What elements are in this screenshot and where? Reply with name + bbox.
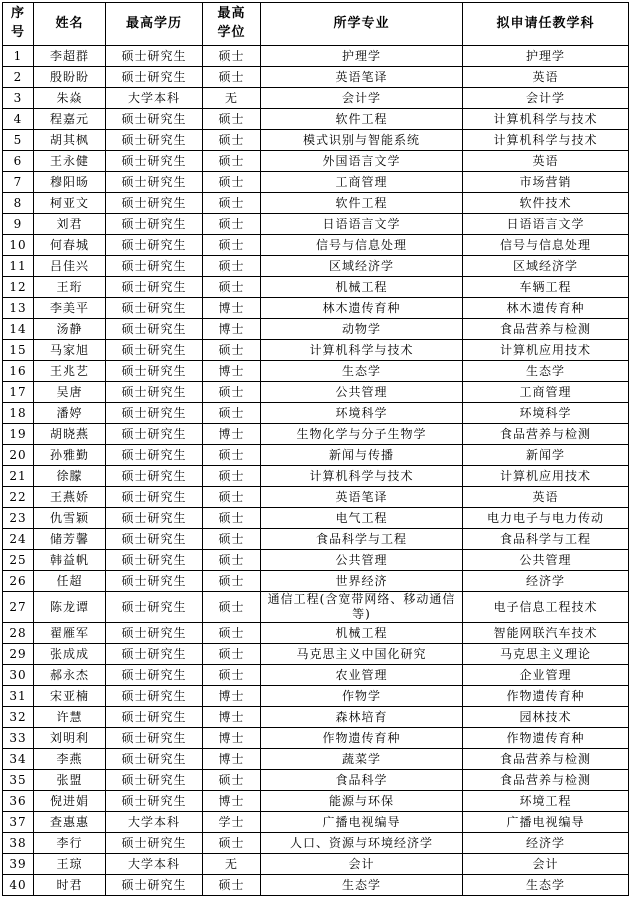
cell-index: 36: [3, 791, 34, 812]
cell-index: 28: [3, 623, 34, 644]
cell-major_studied: 计算机科学与技术: [261, 340, 463, 361]
table-row: [3, 665, 629, 686]
cell-highest_education: 硕士研究生: [106, 686, 203, 707]
header-cell-name: [34, 3, 106, 46]
cell-highest_education: 硕士研究生: [106, 256, 203, 277]
cell-major_studied: 生态学: [261, 875, 463, 896]
cell-subject_applied: 马克思主义理论: [463, 644, 629, 665]
cell-highest_degree: 硕士: [203, 508, 261, 529]
cell-name: 时君: [34, 875, 106, 896]
cell-major_studied: 世界经济: [261, 571, 463, 592]
table-row: [3, 130, 629, 151]
cell-index: 14: [3, 319, 34, 340]
cell-subject_applied: 会计: [463, 854, 629, 875]
cell-highest_degree: 硕士: [203, 875, 261, 896]
cell-subject_applied: 食品营养与检测: [463, 749, 629, 770]
table-row: [3, 854, 629, 875]
cell-index: 25: [3, 550, 34, 571]
table-row: [3, 361, 629, 382]
header-cell-index: [3, 3, 34, 46]
cell-name: 吕佳兴: [34, 256, 106, 277]
header-label: 最高学位: [217, 6, 246, 40]
cell-major_studied: 生物化学与分子生物学: [261, 424, 463, 445]
cell-name: 王燕娇: [34, 487, 106, 508]
cell-highest_degree: 博士: [203, 728, 261, 749]
cell-highest_degree: 硕士: [203, 130, 261, 151]
cell-highest_education: 硕士研究生: [106, 214, 203, 235]
cell-index: 16: [3, 361, 34, 382]
cell-subject_applied: 作物遗传育种: [463, 728, 629, 749]
table-row: [3, 686, 629, 707]
cell-index: 3: [3, 88, 34, 109]
table-row: [3, 833, 629, 854]
cell-major_studied: 电气工程: [261, 508, 463, 529]
cell-major_studied: 广播电视编导: [261, 812, 463, 833]
cell-highest_education: 硕士研究生: [106, 833, 203, 854]
cell-name: 倪进娟: [34, 791, 106, 812]
cell-highest_degree: 博士: [203, 707, 261, 728]
cell-subject_applied: 经济学: [463, 571, 629, 592]
cell-name: 马家旭: [34, 340, 106, 361]
cell-highest_degree: 博士: [203, 749, 261, 770]
cell-highest_degree: 硕士: [203, 256, 261, 277]
cell-highest_education: 硕士研究生: [106, 875, 203, 896]
cell-major_studied: 新闻与传播: [261, 445, 463, 466]
cell-highest_degree: 博士: [203, 319, 261, 340]
cell-major_studied: 英语笔译: [261, 487, 463, 508]
cell-name: 李燕: [34, 749, 106, 770]
cell-name: 殷盼盼: [34, 67, 106, 88]
cell-subject_applied: 软件技术: [463, 193, 629, 214]
cell-index: 12: [3, 277, 34, 298]
cell-name: 郝永杰: [34, 665, 106, 686]
table-row: [3, 382, 629, 403]
cell-highest_degree: 硕士: [203, 67, 261, 88]
cell-major_studied: 会计: [261, 854, 463, 875]
table-row: [3, 812, 629, 833]
cell-name: 李行: [34, 833, 106, 854]
cell-subject_applied: 车辆工程: [463, 277, 629, 298]
cell-highest_education: 硕士研究生: [106, 130, 203, 151]
cell-highest_degree: 硕士: [203, 833, 261, 854]
cell-major_studied: 林木遗传育种: [261, 298, 463, 319]
cell-subject_applied: 公共管理: [463, 550, 629, 571]
cell-highest_education: 大学本科: [106, 812, 203, 833]
cell-highest_education: 硕士研究生: [106, 424, 203, 445]
cell-subject_applied: 英语: [463, 67, 629, 88]
cell-index: 20: [3, 445, 34, 466]
cell-index: 8: [3, 193, 34, 214]
table-row: [3, 749, 629, 770]
cell-highest_degree: 无: [203, 88, 261, 109]
cell-major_studied: 信号与信息处理: [261, 235, 463, 256]
cell-highest_degree: 博士: [203, 424, 261, 445]
cell-major_studied: 机械工程: [261, 623, 463, 644]
cell-highest_education: 硕士研究生: [106, 445, 203, 466]
cell-index: 10: [3, 235, 34, 256]
table-row: [3, 319, 629, 340]
cell-index: 39: [3, 854, 34, 875]
cell-index: 34: [3, 749, 34, 770]
cell-index: 29: [3, 644, 34, 665]
table-row: [3, 88, 629, 109]
cell-major_studied: 森林培育: [261, 707, 463, 728]
cell-name: 查惠惠: [34, 812, 106, 833]
cell-highest_degree: 硕士: [203, 770, 261, 791]
cell-name: 仇雪颖: [34, 508, 106, 529]
cell-subject_applied: 生态学: [463, 361, 629, 382]
cell-major_studied: 模式识别与智能系统: [261, 130, 463, 151]
cell-highest_education: 硕士研究生: [106, 571, 203, 592]
applicant-roster-table: [2, 2, 629, 896]
table-row: [3, 67, 629, 88]
cell-highest_education: 硕士研究生: [106, 508, 203, 529]
cell-name: 李超群: [34, 46, 106, 67]
table-row: [3, 770, 629, 791]
cell-subject_applied: 信号与信息处理: [463, 235, 629, 256]
cell-index: 38: [3, 833, 34, 854]
cell-highest_degree: 硕士: [203, 529, 261, 550]
cell-index: 22: [3, 487, 34, 508]
cell-major_studied: 会计学: [261, 88, 463, 109]
cell-subject_applied: 经济学: [463, 833, 629, 854]
cell-highest_education: 硕士研究生: [106, 550, 203, 571]
table-row: [3, 214, 629, 235]
table-row: [3, 46, 629, 67]
table-row: [3, 403, 629, 424]
cell-index: 2: [3, 67, 34, 88]
cell-highest_education: 硕士研究生: [106, 665, 203, 686]
cell-major_studied: 计算机科学与技术: [261, 466, 463, 487]
cell-index: 13: [3, 298, 34, 319]
cell-highest_degree: 硕士: [203, 445, 261, 466]
cell-major_studied: 公共管理: [261, 550, 463, 571]
cell-highest_education: 硕士研究生: [106, 277, 203, 298]
cell-subject_applied: 食品营养与检测: [463, 319, 629, 340]
cell-index: 27: [3, 592, 34, 623]
cell-highest_degree: 硕士: [203, 382, 261, 403]
cell-subject_applied: 英语: [463, 487, 629, 508]
table-row: [3, 571, 629, 592]
cell-major_studied: 动物学: [261, 319, 463, 340]
cell-highest_degree: 博士: [203, 298, 261, 319]
cell-name: 胡其枫: [34, 130, 106, 151]
cell-highest_education: 硕士研究生: [106, 791, 203, 812]
cell-highest_education: 硕士研究生: [106, 340, 203, 361]
cell-highest_education: 大学本科: [106, 854, 203, 875]
cell-highest_education: 硕士研究生: [106, 319, 203, 340]
cell-name: 李美平: [34, 298, 106, 319]
cell-highest_degree: 硕士: [203, 214, 261, 235]
cell-highest_education: 硕士研究生: [106, 623, 203, 644]
table-row: [3, 791, 629, 812]
cell-name: 张成成: [34, 644, 106, 665]
cell-index: 23: [3, 508, 34, 529]
cell-highest_education: 硕士研究生: [106, 529, 203, 550]
table-row: [3, 172, 629, 193]
cell-major_studied: 外国语言文学: [261, 151, 463, 172]
cell-highest_education: 硕士研究生: [106, 235, 203, 256]
header-cell-major_studied: [261, 3, 463, 46]
cell-subject_applied: 生态学: [463, 875, 629, 896]
cell-highest_education: 硕士研究生: [106, 749, 203, 770]
table-row: [3, 256, 629, 277]
cell-subject_applied: 环境科学: [463, 403, 629, 424]
cell-subject_applied: 计算机应用技术: [463, 340, 629, 361]
table-row: [3, 728, 629, 749]
table-row: [3, 592, 629, 623]
cell-name: 程嘉元: [34, 109, 106, 130]
cell-index: 17: [3, 382, 34, 403]
cell-subject_applied: 电子信息工程技术: [463, 592, 629, 623]
cell-highest_degree: 博士: [203, 791, 261, 812]
cell-highest_degree: 硕士: [203, 109, 261, 130]
cell-highest_education: 硕士研究生: [106, 403, 203, 424]
cell-name: 孙雅勤: [34, 445, 106, 466]
cell-highest_degree: 硕士: [203, 172, 261, 193]
cell-subject_applied: 英语: [463, 151, 629, 172]
cell-subject_applied: 计算机科学与技术: [463, 130, 629, 151]
cell-major_studied: 工商管理: [261, 172, 463, 193]
cell-name: 朱焱: [34, 88, 106, 109]
cell-name: 刘君: [34, 214, 106, 235]
cell-index: 7: [3, 172, 34, 193]
cell-highest_degree: 学士: [203, 812, 261, 833]
cell-subject_applied: 环境工程: [463, 791, 629, 812]
cell-major_studied: 能源与环保: [261, 791, 463, 812]
cell-subject_applied: 园林技术: [463, 707, 629, 728]
cell-name: 汤静: [34, 319, 106, 340]
cell-index: 26: [3, 571, 34, 592]
cell-highest_degree: 硕士: [203, 466, 261, 487]
cell-major_studied: 日语语言文学: [261, 214, 463, 235]
cell-index: 37: [3, 812, 34, 833]
cell-highest_degree: 硕士: [203, 340, 261, 361]
cell-subject_applied: 智能网联汽车技术: [463, 623, 629, 644]
cell-highest_degree: 无: [203, 854, 261, 875]
cell-highest_degree: 硕士: [203, 665, 261, 686]
cell-index: 33: [3, 728, 34, 749]
cell-name: 穆阳旸: [34, 172, 106, 193]
cell-name: 王琼: [34, 854, 106, 875]
cell-index: 24: [3, 529, 34, 550]
cell-subject_applied: 会计学: [463, 88, 629, 109]
table-row: [3, 623, 629, 644]
cell-highest_degree: 硕士: [203, 235, 261, 256]
table-row: [3, 529, 629, 550]
cell-index: 6: [3, 151, 34, 172]
cell-highest_education: 硕士研究生: [106, 382, 203, 403]
cell-major_studied: 生态学: [261, 361, 463, 382]
cell-name: 王兆艺: [34, 361, 106, 382]
cell-major_studied: 公共管理: [261, 382, 463, 403]
cell-major_studied: 马克思主义中国化研究: [261, 644, 463, 665]
table-row: [3, 193, 629, 214]
cell-subject_applied: 电力电子与电力传动: [463, 508, 629, 529]
cell-index: 5: [3, 130, 34, 151]
cell-highest_education: 硕士研究生: [106, 770, 203, 791]
cell-major_studied: 食品科学与工程: [261, 529, 463, 550]
table-row: [3, 298, 629, 319]
cell-major_studied: 农业管理: [261, 665, 463, 686]
cell-major_studied: 英语笔译: [261, 67, 463, 88]
cell-index: 21: [3, 466, 34, 487]
cell-index: 31: [3, 686, 34, 707]
cell-highest_degree: 博士: [203, 686, 261, 707]
cell-index: 19: [3, 424, 34, 445]
cell-highest_education: 硕士研究生: [106, 707, 203, 728]
cell-highest_education: 硕士研究生: [106, 151, 203, 172]
table-row: [3, 109, 629, 130]
cell-highest_education: 硕士研究生: [106, 466, 203, 487]
cell-highest_degree: 硕士: [203, 151, 261, 172]
cell-highest_education: 硕士研究生: [106, 644, 203, 665]
cell-highest_degree: 硕士: [203, 487, 261, 508]
cell-highest_education: 硕士研究生: [106, 172, 203, 193]
table-row: [3, 424, 629, 445]
cell-index: 32: [3, 707, 34, 728]
cell-major_studied: 区域经济学: [261, 256, 463, 277]
cell-major_studied: 机械工程: [261, 277, 463, 298]
cell-subject_applied: 市场营销: [463, 172, 629, 193]
cell-index: 9: [3, 214, 34, 235]
cell-major_studied: 蔬菜学: [261, 749, 463, 770]
cell-major_studied: 软件工程: [261, 193, 463, 214]
cell-name: 徐朦: [34, 466, 106, 487]
cell-subject_applied: 食品科学与工程: [463, 529, 629, 550]
cell-name: 许慧: [34, 707, 106, 728]
cell-name: 胡晓燕: [34, 424, 106, 445]
cell-highest_degree: 硕士: [203, 277, 261, 298]
cell-subject_applied: 计算机应用技术: [463, 466, 629, 487]
cell-subject_applied: 日语语言文学: [463, 214, 629, 235]
cell-highest_degree: 硕士: [203, 571, 261, 592]
cell-major_studied: 通信工程(含宽带网络、移动通信等): [261, 592, 463, 623]
cell-highest_degree: 硕士: [203, 550, 261, 571]
cell-subject_applied: 区域经济学: [463, 256, 629, 277]
cell-name: 储芳馨: [34, 529, 106, 550]
cell-subject_applied: 企业管理: [463, 665, 629, 686]
table-row: [3, 277, 629, 298]
table-row: [3, 340, 629, 361]
cell-name: 潘婷: [34, 403, 106, 424]
cell-highest_education: 硕士研究生: [106, 592, 203, 623]
cell-index: 11: [3, 256, 34, 277]
cell-name: 张盟: [34, 770, 106, 791]
cell-highest_education: 硕士研究生: [106, 109, 203, 130]
table-row: [3, 235, 629, 256]
table-row: [3, 875, 629, 896]
cell-major_studied: 软件工程: [261, 109, 463, 130]
table-row: [3, 550, 629, 571]
cell-name: 韩益帆: [34, 550, 106, 571]
cell-subject_applied: 食品营养与检测: [463, 770, 629, 791]
cell-highest_degree: 硕士: [203, 193, 261, 214]
cell-index: 18: [3, 403, 34, 424]
cell-subject_applied: 食品营养与检测: [463, 424, 629, 445]
cell-name: 宋亚楠: [34, 686, 106, 707]
cell-subject_applied: 广播电视编导: [463, 812, 629, 833]
cell-name: 陈龙谭: [34, 592, 106, 623]
cell-index: 1: [3, 46, 34, 67]
cell-highest_education: 硕士研究生: [106, 487, 203, 508]
cell-major_studied: 食品科学: [261, 770, 463, 791]
table-row: [3, 445, 629, 466]
cell-index: 30: [3, 665, 34, 686]
table-row: [3, 707, 629, 728]
cell-subject_applied: 护理学: [463, 46, 629, 67]
cell-subject_applied: 工商管理: [463, 382, 629, 403]
cell-name: 翟雁军: [34, 623, 106, 644]
table-row: [3, 508, 629, 529]
cell-subject_applied: 计算机科学与技术: [463, 109, 629, 130]
table-row: [3, 644, 629, 665]
cell-subject_applied: 新闻学: [463, 445, 629, 466]
cell-highest_education: 硕士研究生: [106, 193, 203, 214]
cell-highest_degree: 硕士: [203, 592, 261, 623]
cell-major_studied: 作物学: [261, 686, 463, 707]
cell-highest_degree: 博士: [203, 361, 261, 382]
cell-subject_applied: 林木遗传育种: [463, 298, 629, 319]
cell-highest_degree: 硕士: [203, 403, 261, 424]
table-row: [3, 151, 629, 172]
cell-highest_education: 大学本科: [106, 88, 203, 109]
table-row: [3, 466, 629, 487]
cell-highest_degree: 硕士: [203, 46, 261, 67]
cell-major_studied: 护理学: [261, 46, 463, 67]
cell-name: 吴唐: [34, 382, 106, 403]
cell-index: 4: [3, 109, 34, 130]
header-label: 最高学历: [125, 15, 182, 31]
cell-highest_education: 硕士研究生: [106, 298, 203, 319]
header-label: 姓名: [55, 15, 84, 31]
cell-name: 何春城: [34, 235, 106, 256]
cell-name: 任超: [34, 571, 106, 592]
cell-name: 柯亚文: [34, 193, 106, 214]
cell-name: 王永健: [34, 151, 106, 172]
cell-highest_education: 硕士研究生: [106, 361, 203, 382]
cell-highest_education: 硕士研究生: [106, 728, 203, 749]
cell-major_studied: 环境科学: [261, 403, 463, 424]
cell-highest_degree: 硕士: [203, 644, 261, 665]
table-header-row: [3, 3, 629, 46]
cell-highest_degree: 硕士: [203, 623, 261, 644]
header-label: 序号: [10, 6, 25, 40]
header-cell-highest_degree: [203, 3, 261, 46]
cell-highest_education: 硕士研究生: [106, 46, 203, 67]
header-cell-subject_applied: [463, 3, 629, 46]
cell-subject_applied: 作物遗传育种: [463, 686, 629, 707]
cell-name: 王珩: [34, 277, 106, 298]
cell-index: 15: [3, 340, 34, 361]
cell-highest_education: 硕士研究生: [106, 67, 203, 88]
header-label: 拟申请任教学科: [496, 15, 595, 31]
cell-name: 刘明利: [34, 728, 106, 749]
cell-major_studied: 作物遗传育种: [261, 728, 463, 749]
table-row: [3, 487, 629, 508]
header-cell-highest_education: [106, 3, 203, 46]
header-label: 所学专业: [333, 15, 390, 31]
cell-major_studied: 人口、资源与环境经济学: [261, 833, 463, 854]
cell-index: 35: [3, 770, 34, 791]
cell-index: 40: [3, 875, 34, 896]
